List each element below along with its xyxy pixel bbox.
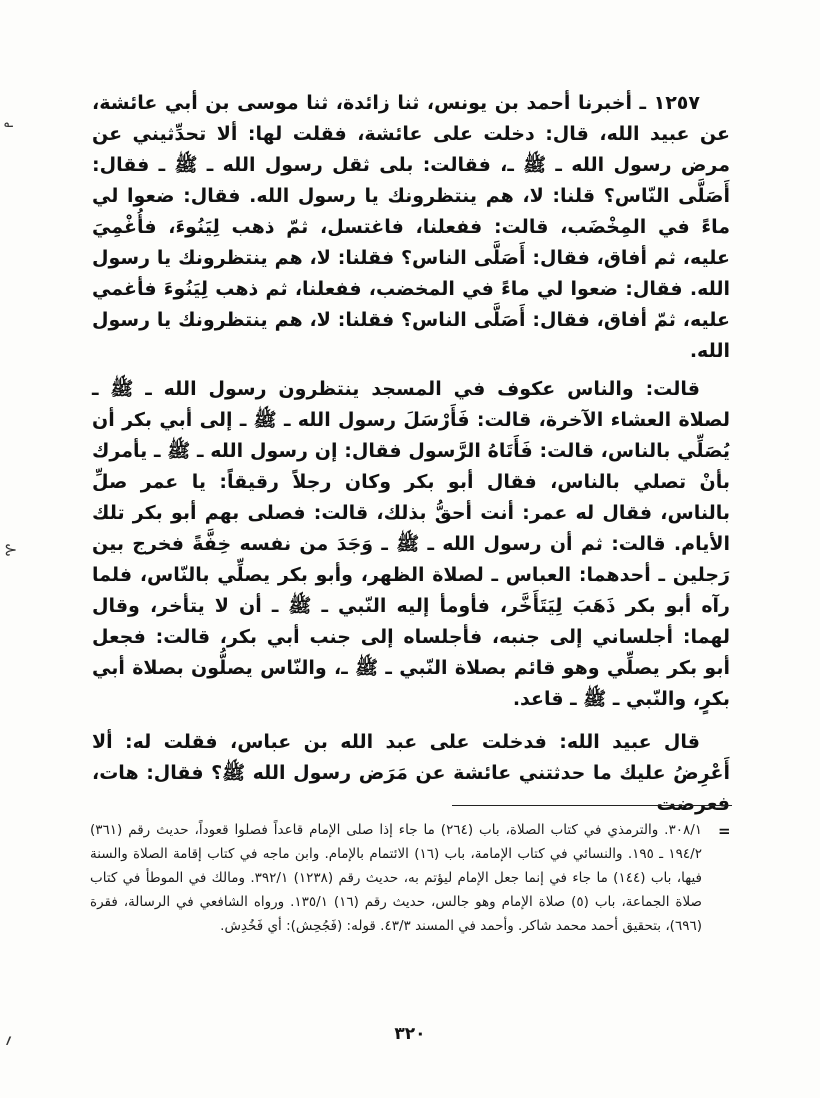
paragraph-text: ١٢٥٧ ـ أخبرنا أحمد بن يونس، ثنا زائدة، ثنا موسى بن أبي عائشة، عن عبيد الله، قال: دخلت على عائشة، فقلت لها: ألا تحدِّثيني عن مرض رسول الله ـ ﷺ ـ، فقالت: بلى ثقل رسول الله ـ ﷺ ـ فقال: أَصَلَّى النّاس؟ قلنا: لا، هم ينتظرونك يا رسول الله. فقال: ضعوا لي ماءً في المِخْضَب، قالت: ففعلنا، فاغتسل، ثمّ ذهب لِيَنُوءَ، فأُغْمِيَ عليه، ثم أفاق، فقال: أَصَلَّى الناس؟ فقلنا: لا، هم ينتظرونك يا رسول الله. فقال: ضعوا لي ماءً في المخضب، ففعلنا، ثم ذهب لِيَنُوءَ فأغمي عليه، ثمّ أفاق، فقال: أَصَلَّى الناس؟ فقلنا: لا، هم ينتظرونك يا رسول الله. bbox=[92, 92, 730, 362]
footnote-continuation-marker: = bbox=[718, 822, 731, 840]
footnote-block bbox=[90, 818, 702, 938]
margin-scan-mark-bottom: ؍ bbox=[4, 1030, 14, 1049]
margin-scan-mark-middle: ⊱ bbox=[4, 540, 18, 559]
hadith-paragraph-2 bbox=[92, 374, 730, 715]
paragraph-text: قالت: والناس عكوف في المسجد ينتظرون رسول الله ـ ﷺ ـ لصلاة العشاء الآخرة، قالت: فَأَرْسَلَ رسول الله ـ ﷺ ـ إلى أبي بكر أن يُصَلِّي بالناس، قالت: فَأَتَاهُ الرَّسول فقال: إن رسول الله ـ ﷺ ـ يأمرك بأنْ تصلي بالناس، فقال أبو بكر وكان رجلاً رقيقاً: يا عمر صلِّ بالناس، فقال له عمر: أنت أحقُّ بذلك، قالت: فصلى بهم أبو بكر تلك الأيام. قالت: ثم أن رسول الله ـ ﷺ ـ وَجَدَ من نفسه خِفَّةً فخرج بين رَجلين ـ أحدهما: العباس ـ لصلاة الظهر، وأبو بكر يصلِّي بالنّاس، فلما رآه أبو بكر ذَهَبَ لِيَتَأَخَّر، فأومأ إليه النّبي ـ ﷺ ـ أن لا يتأخر، وقال لهما: أجلساني إلى جنبه، فأجلساه إلى جنب أبي بكر، قالت: فجعل أبو بكر يصلِّي وهو قائم بصلاة النّبي ـ ﷺ ـ، والنّاس يصلُّون بصلاة أبي بكرٍ، والنّبي ـ ﷺ ـ قاعد. bbox=[92, 378, 730, 710]
paragraph-text: قال عبيد الله: فدخلت على عبد الله بن عباس، فقلت له: ألا أَعْرِضُ عليك ما حدثتني عائشة عن مَرَض رسول الله ﷺ؟ فقال: هات، فعرضت bbox=[92, 731, 730, 815]
margin-scan-mark-top: ؎ bbox=[4, 112, 14, 131]
hadith-paragraph-1 bbox=[92, 88, 730, 367]
footnote-separator bbox=[452, 805, 732, 806]
footnote-text: ٣٠٨/١. والترمذي في كتاب الصلاة، باب (٢٦٤) ما جاء إذا صلى الإمام قاعداً فصلوا قعوداً، حديث رقم (٣٦١) ١٩٤/٢ ـ ١٩٥. والنسائي في كتاب الإمامة، باب (١٦) الائتمام بالإمام. وابن ماجه في كتاب إقامة الصلاة والسنة فيها، باب (١٤٤) ما جاء في إنما جعل الإمام ليؤتم به، حديث رقم (١٢٣٨) ٣٩٢/١. ومالك في الموطأ في كتاب صلاة الجماعة، باب (٥) صلاة الإمام وهو جالس، حديث رقم (١٦) ١٣٥/١. ورواه الشافعي في الرسالة، فقرة (٦٩٦)، بتحقيق أحمد محمد شاكر. وأحمد في المسند ٤٣/٣. قوله: (فَجُحِش): أي فَخُدِش. bbox=[90, 822, 702, 934]
page-number: ٣٢٠ bbox=[394, 1024, 426, 1044]
hadith-paragraph-3 bbox=[92, 727, 730, 820]
